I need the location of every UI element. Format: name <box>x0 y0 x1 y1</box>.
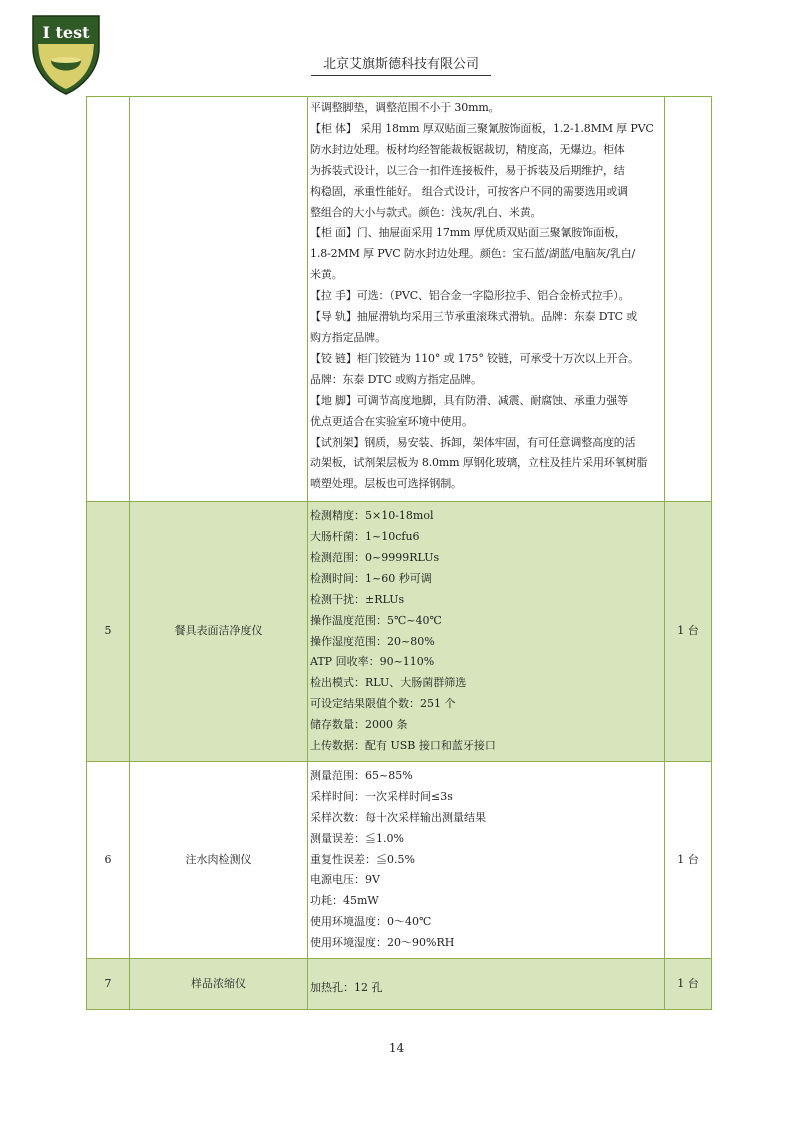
spec-line: 优点更适合在实验室环境中使用。 <box>310 414 473 428</box>
equipment-table <box>86 96 712 1010</box>
spec-line: 【地 脚】可调节高度地脚，具有防滑、减震、耐腐蚀、承重力强等 <box>310 393 628 407</box>
spec-line: 加热孔：12 孔 <box>310 981 383 995</box>
row-number: 6 <box>87 762 130 959</box>
spec-line: 使用环境湿度：20～90%RH <box>310 936 455 950</box>
spec-line: 测量误差：≦1.0% <box>310 831 404 845</box>
spec-line: 为拆装式设计，以三合一扣件连接板件，易于拆装及后期维护，结 <box>310 163 625 177</box>
spec-line: 喷塑处理。层板也可选择钢制。 <box>310 477 462 491</box>
spec-line: 检测范围：0~9999RLUs <box>310 550 440 564</box>
item-name: 注水肉检测仪 <box>130 762 308 959</box>
spec-line: 【导 轨】抽屉滑轨均采用三节承重滚珠式滑轨。品牌：东泰 DTC 或 <box>310 310 638 324</box>
spec-line: 防水封边处理。板材均经智能裁板锯裁切，精度高，无爆边。柜体 <box>310 142 625 156</box>
table-row <box>87 959 712 1010</box>
spec-cell <box>308 97 665 502</box>
spec-line: 上传数据：配有 USB 接口和蓝牙接口 <box>310 739 496 753</box>
spec-line: 品牌：东泰 DTC 或购方指定品牌。 <box>310 372 482 386</box>
spec-line: 【柜 体】 采用 18mm 厚双贴面三聚氰胺饰面板，1.2-1.8MM 厚 PVC <box>310 121 654 135</box>
row-number: 5 <box>87 502 130 762</box>
company-logo <box>30 14 102 96</box>
item-name <box>130 97 308 502</box>
spec-line: 【铰 链】柜门铰链为 110° 或 175° 铰链，可承受十万次以上开合。 <box>310 351 639 365</box>
spec-line: 采样次数：每十次采样输出测量结果 <box>310 810 486 824</box>
spec-line: 【柜 面】门、抽屉面采用 17mm 厚优质双贴面三聚氰胺饰面板， <box>310 226 626 240</box>
quantity: 1 台 <box>665 502 712 762</box>
spec-line: 检测时间：1~60 秒可调 <box>310 571 432 585</box>
company-name: 北京艾旗斯德科技有限公司 <box>311 57 491 76</box>
item-name: 样品浓缩仪 <box>130 959 308 1010</box>
spec-line: 米黄。 <box>310 268 343 282</box>
spec-line: 检出模式：RLU、大肠菌群筛选 <box>310 676 467 690</box>
quantity: 1 台 <box>665 959 712 1010</box>
spec-line: 重复性误差：≦0.5% <box>310 852 415 866</box>
quantity: 1 台 <box>665 762 712 959</box>
spec-line: 大肠杆菌：1~10cfu6 <box>310 529 420 543</box>
spec-line: 操作温度范围：5℃~40℃ <box>310 613 442 627</box>
spec-line: 平调整脚垫，调整范围不小于 30mm。 <box>310 101 500 114</box>
table-row <box>87 762 712 959</box>
spec-line: 储存数量：2000 条 <box>310 718 408 732</box>
page-number: 14 <box>388 1041 405 1055</box>
spec-line: 操作湿度范围：20~80% <box>310 634 435 648</box>
spec-line: 动架板，试剂架层板为 8.0mm 厚钢化玻璃，立柱及挂片采用环氧树脂 <box>310 456 648 470</box>
row-number <box>87 97 130 502</box>
spec-line: 可设定结果限值个数：251 个 <box>310 697 456 711</box>
table-row <box>87 502 712 762</box>
spec-line: 功耗：45mW <box>310 894 379 908</box>
spec-line: 【试剂架】钢质，易安装、拆卸，架体牢固，有可任意调整高度的活 <box>310 435 636 449</box>
quantity <box>665 97 712 502</box>
logo-text: I test <box>42 23 90 42</box>
row-number: 7 <box>87 959 130 1010</box>
spec-line: 【拉 手】可选：（PVC、铝合金一字隐形拉手、铝合金桥式拉手）。 <box>310 289 630 303</box>
spec-line: 1.8-2MM 厚 PVC 防水封边处理。颜色：宝石蓝/湖蓝/电脑灰/乳白/ <box>310 247 636 261</box>
spec-line: 测量范围：65~85% <box>310 768 413 782</box>
item-name: 餐具表面洁净度仪 <box>130 502 308 762</box>
spec-line: ATP 回收率：90~110% <box>310 655 435 669</box>
spec-line: 检测精度：5×10-18mol <box>310 509 434 523</box>
spec-line: 检测干扰：±RLUs <box>310 592 405 606</box>
spec-line: 购方指定品牌。 <box>310 330 386 344</box>
spec-line: 构稳固，承重性能好。 组合式设计，可按客户不同的需要选用或调 <box>310 184 628 198</box>
table-row <box>87 97 712 502</box>
spec-line: 使用环境温度：0～40℃ <box>310 915 432 929</box>
spec-cell <box>308 502 665 762</box>
spec-line: 整组合的大小与款式。颜色：浅灰/乳白、米黄。 <box>310 205 542 219</box>
spec-cell <box>308 762 665 959</box>
spec-cell <box>308 959 665 1010</box>
spec-line: 电源电压：9V <box>310 873 380 887</box>
spec-line: 采样时间：一次采样时间≤3s <box>310 789 453 803</box>
